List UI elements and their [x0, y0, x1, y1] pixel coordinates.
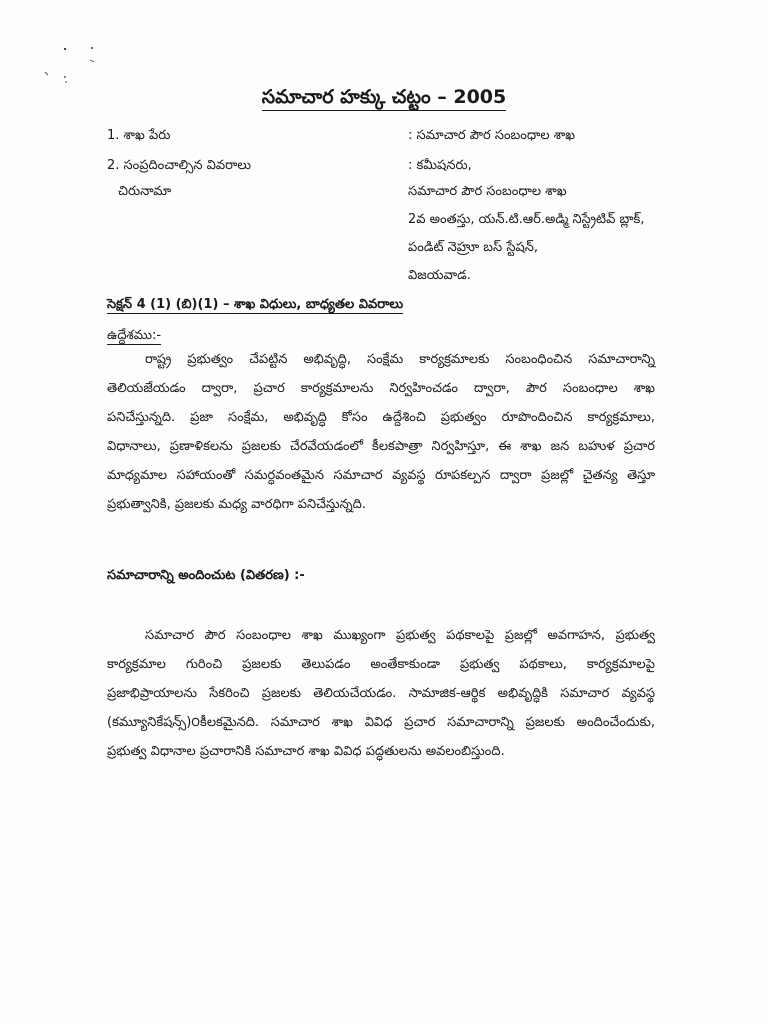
distribution-paragraph — [107, 626, 655, 771]
field-value-dept-name: : సమాచార పౌర సంబంధాల శాఖ — [408, 128, 576, 143]
field-value-address: సమాచార పౌర సంబంధాల శాఖ — [408, 184, 567, 199]
objective-line: విధానాలు, ప్రణాళికలను ప్రజలకు చేరవేయడంలో కీలకపాత్రా నిర్వహిస్తూ, ఈ శాఖ జన బహుళ ప్రచార — [107, 439, 655, 454]
distribution-heading — [107, 568, 305, 586]
document-title — [0, 86, 768, 113]
objective-line: తెలియజేయడం ద్వారా, ప్రచార కార్యక్రమాలను నిర్వహించడం ద్వారా, పౌర సంబంధాల శాఖ — [107, 381, 655, 396]
distribution-heading-text: సమాచారాన్ని అందించుట (వితరణ) :- — [107, 568, 305, 583]
distribution-line: (కమ్యూనికేషన్స్)౦కీలకమైనది. సమాచార శాఖ వివిధ ప్రచార సమాచారాన్ని ప్రజలకు అందించేందుకు, — [107, 715, 655, 730]
objective-line: ప్రభుత్వానికి, ప్రజలకు మధ్య వారధిగా పనిచేస్తున్నది. — [107, 497, 366, 512]
scan-specks-decoration — [40, 40, 100, 90]
field-label-dept-name: 1. శాఖ పేరు — [107, 128, 171, 143]
objective-line: మాధ్యమాల సహాయంతో సమర్ధవంతమైన సమాచార వ్యవస్థ రూపకల్పన ద్వారా ప్రజల్లో చైతన్య తెస్తూ — [107, 468, 655, 483]
distribution-line: ప్రజాభిప్రాయాలను సేకరించి ప్రజలకు తెలియచేయడం. సామాజిక-ఆర్థిక అభివృద్ధికి సమాచార వ్యవస్థ — [107, 686, 655, 701]
distribution-line: సమాచార పౌర సంబంధాల శాఖ ముఖ్యంగా ప్రభుత్వ పథకాలపై ప్రజల్లో అవగాహన, ప్రభుత్వ — [145, 628, 655, 643]
objective-heading — [107, 328, 161, 346]
section-heading — [107, 297, 403, 315]
address-line-2: పండిట్ నెహ్రూ బస్ స్టేషన్, — [408, 240, 538, 255]
distribution-line: ప్రభుత్వ విధానాల ప్రచారానికి సమాచార శాఖ వివిధ పద్ధతులను అవలంబిస్తుంది. — [107, 744, 505, 759]
objective-heading-text: ఉద్దేశము:- — [107, 328, 162, 343]
objective-line: రాష్ట్ర ప్రభుత్వం చేపట్టిన అభివృద్ధి, సంక్షేమ కార్యక్రమాలకు సంబంధించిన సమాచారాన్ని — [145, 352, 655, 367]
objective-line: పనిచేస్తున్నది. ప్రజా సంక్షేమ, అభివృద్ధి కోసం ఉద్దేశించి ప్రభుత్వం రూపొందించిన కార్యక్రమాలు, — [107, 410, 655, 425]
section-heading-text: సెక్షన్ 4 (1) (బి)(1) – శాఖ విధులు, బాధ్యతల వివరాలు — [107, 297, 404, 312]
objective-paragraph — [107, 350, 655, 524]
field-label-address: చిరునామా — [118, 184, 172, 199]
address-line-3: విజయవాడ. — [408, 268, 471, 283]
field-value-contact: : కమీషనరు, — [408, 158, 472, 173]
address-line-1: 2వ అంతస్తు, యన్.టి.ఆర్.అడ్మి నిస్ట్రేటివ్ బ్లాక్, — [408, 212, 645, 227]
field-label-contact: 2. సంప్రదించాల్సిన వివరాలు — [107, 158, 252, 173]
distribution-line: కార్యక్రమాల గురించి ప్రజలకు తెలుపడం అంతేకాకుండా ప్రభుత్వ పథకాలు, కార్యక్రమాలపై — [107, 657, 655, 672]
document-title-text: సమాచార హక్కు చట్టం – 2005 — [262, 86, 507, 111]
